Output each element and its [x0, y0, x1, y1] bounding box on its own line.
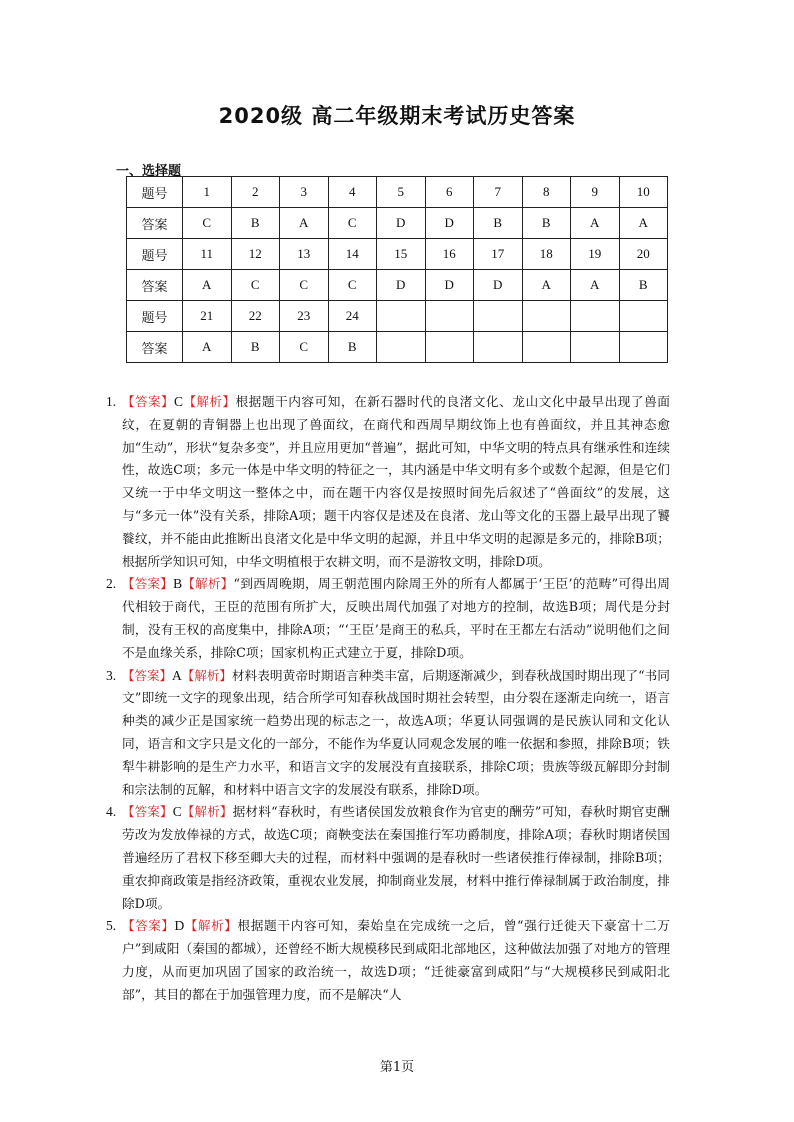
table-cell: C: [280, 270, 329, 301]
table-cell: A: [183, 332, 232, 363]
table-cell: A: [619, 208, 668, 239]
table-cell: [619, 332, 668, 363]
answer-letter: C: [173, 394, 183, 409]
table-cell: [474, 301, 523, 332]
table-cell: [619, 301, 668, 332]
table-cell: B: [231, 332, 280, 363]
table-row-header: 答案: [127, 332, 183, 363]
table-cell: 18: [522, 239, 571, 270]
table-row-header: 题号: [127, 301, 183, 332]
section-heading: 一、选择题: [116, 164, 182, 179]
table-cell: A: [280, 208, 329, 239]
analysis-item: [106, 915, 670, 1006]
table-cell: 2: [231, 177, 280, 208]
answer-letter: C: [172, 804, 182, 820]
table-cell: 20: [619, 239, 668, 270]
table-cell: A: [571, 270, 620, 301]
table-cell: C: [328, 208, 377, 239]
table-cell: C: [231, 270, 280, 301]
answer-table: [126, 176, 668, 363]
table-cell: B: [619, 270, 668, 301]
table-row-header: 题号: [127, 177, 183, 208]
table-cell: 15: [377, 239, 426, 270]
table-row: [127, 239, 668, 270]
table-cell: D: [377, 270, 426, 301]
table-cell: 8: [522, 177, 571, 208]
table-cell: D: [425, 270, 474, 301]
answer-letter: B: [173, 576, 183, 592]
analysis-tag: 【解析】: [181, 804, 233, 820]
question-number: 3.: [106, 667, 117, 683]
table-row: [127, 208, 668, 239]
page-number: 第1页: [379, 1060, 415, 1075]
answer-letter: A: [172, 667, 182, 683]
analysis-text: 材料表明黄帝时期语言种类丰富，后期逐渐减少，到春秋战国时期出现了“书同文”即统一文字的现象出现，结合所学可知春秋战国时期社会转型，由分裂在逐渐走向统一，语言种类的减少正是国家统一趋势出现的标志之一，故选A项；华夏认同强调的是民族认同和文化认同，语言和文字只是文化的一部分，不能作为华夏认同观念发展的唯一依据和参照，排除B项；铁犁牛耕影响的是生产力水平，和语言文字的发展没有直接联系，排除C项；贵族等级瓦解即分封制和宗法制的瓦解，和材料中语言文字的发展没有联系，排除D项。: [122, 667, 670, 797]
analysis-text: 根据题干内容可知，在新石器时代的良渚文化、龙山文化中最早出现了兽面纹，在夏朝的青铜器上也出现了兽面纹，在商代和西周早期纹饰上也有兽面纹，并且其神态愈加“生动”，形状“复杂多变”，并且应用更加“普遍”，据此可知，中华文明的特点具有继承性和连续性，故选C项；多元一体是中华文明的特征之一，其内涵是中华文明有多个或数个起源，但是它们又统一于中华文明这一整体之中，而在题干内容仅是按照时间先后叙述了“兽面纹”的发展，这与“多元一体”没有关系，排除A项；题干内容仅是述及在良渚、龙山等文化的玉器上最早出现了饕餮纹，并不能由此推断出良渚文化是中华文明的起源，并且中华文明的起源是多元的，排除B项；根据所学知识可知，中华文明植根于农耕文明，而不是游牧文明，排除D项。: [122, 394, 670, 569]
analysis-text: 根据题干内容可知，秦始皇在完成统一之后，曾“强行迁徙天下豪富十二万户”到咸阳（秦国的都城），还曾经不断大规模移民到咸阳北部地区，这种做法加强了对地方的管理力度，从而更加巩固了国家的政治统一，故选D项；“迁徙豪富到咸阳”与“大规模移民到咸阳北部”，其目的都在于加强管理力度，而不是解决“人: [122, 918, 670, 1002]
analysis-item: [106, 801, 670, 915]
table-cell: D: [377, 208, 426, 239]
table-cell: 14: [328, 239, 377, 270]
question-number: 5.: [106, 918, 117, 934]
question-number: 1.: [106, 394, 117, 409]
table-cell: 21: [183, 301, 232, 332]
table-cell: 10: [619, 177, 668, 208]
table-cell: 6: [425, 177, 474, 208]
table-cell: 3: [280, 177, 329, 208]
table-cell: [571, 301, 620, 332]
table-cell: 7: [474, 177, 523, 208]
answer-tag: 【答案】: [122, 804, 173, 820]
analysis-item: [106, 573, 670, 664]
table-cell: D: [425, 208, 474, 239]
table-cell: 11: [183, 239, 232, 270]
table-cell: 22: [231, 301, 280, 332]
analysis-tag: 【解析】: [181, 667, 232, 683]
table-row: [127, 301, 668, 332]
table-cell: 19: [571, 239, 620, 270]
table-cell: B: [522, 208, 571, 239]
table-row-header: 答案: [127, 270, 183, 301]
table-cell: 16: [425, 239, 474, 270]
analysis-tag: 【解析】: [184, 918, 238, 934]
answer-tag: 【答案】: [122, 918, 175, 934]
table-cell: A: [183, 270, 232, 301]
answer-letter: D: [174, 918, 185, 934]
answer-tag: 【答案】: [122, 667, 173, 683]
table-cell: C: [280, 332, 329, 363]
analysis-list: [106, 391, 670, 1007]
table-row-header: 题号: [127, 239, 183, 270]
analysis-text: 据材料“春秋时，有些诸侯国发放粮食作为官吏的酬劳”可知，春秋时期官吏酬劳改为发放俸禄的方式，故选C项；商鞅变法在秦国推行军功爵制度，排除A项；春秋时期诸侯国普遍经历了君权下移至卿大夫的过程，而材料中强调的是春秋时一些诸侯推行俸禄制，排除B项；重农抑商政策是指经济政策，重视农业发展，抑制商业发展，材料中推行俸禄制属于政治制度，排除D项。: [122, 804, 670, 911]
table-cell: 5: [377, 177, 426, 208]
page-title: 2020级 高二年级期末考试历史答案: [218, 104, 576, 128]
table-cell: C: [183, 208, 232, 239]
table-cell: 12: [231, 239, 280, 270]
analysis-tag: 【解析】: [183, 394, 236, 409]
table-cell: [571, 332, 620, 363]
table-cell: [474, 332, 523, 363]
table-cell: 1: [183, 177, 232, 208]
table-cell: 24: [328, 301, 377, 332]
table-row: [127, 177, 668, 208]
table-cell: 13: [280, 239, 329, 270]
question-number: 4.: [106, 804, 117, 820]
table-cell: A: [571, 208, 620, 239]
table-cell: D: [474, 270, 523, 301]
table-cell: [522, 301, 571, 332]
table-cell: B: [328, 332, 377, 363]
table-cell: [425, 301, 474, 332]
table-cell: B: [474, 208, 523, 239]
table-cell: 23: [280, 301, 329, 332]
analysis-item: [106, 665, 670, 802]
table-row: [127, 332, 668, 363]
analysis-text: “到西周晚期，周王朝范围内除周王外的所有人都属于‘王臣’的范畴”可得出周代相较于商代，王臣的范围有所扩大，反映出周代加强了对地方的控制，故选B项；周代是分封制，没有王权的高度集中，排除A项；“‘王臣’是商王的私兵，平时在王都左右活动”说明他们之间不是血缘关系，排除C项；国家机构正式建立于夏，排除D项。: [122, 576, 670, 660]
answer-tag: 【答案】: [122, 576, 174, 592]
table-cell: 17: [474, 239, 523, 270]
answer-tag: 【答案】: [122, 394, 174, 409]
table-cell: A: [522, 270, 571, 301]
analysis-tag: 【解析】: [182, 576, 234, 592]
table-cell: B: [231, 208, 280, 239]
table-cell: [425, 332, 474, 363]
table-row-header: 答案: [127, 208, 183, 239]
table-cell: 9: [571, 177, 620, 208]
table-cell: C: [328, 270, 377, 301]
table-row: [127, 270, 668, 301]
table-cell: 4: [328, 177, 377, 208]
question-number: 2.: [106, 576, 117, 592]
table-cell: [377, 301, 426, 332]
analysis-item: [106, 391, 670, 573]
table-cell: [377, 332, 426, 363]
table-cell: [522, 332, 571, 363]
